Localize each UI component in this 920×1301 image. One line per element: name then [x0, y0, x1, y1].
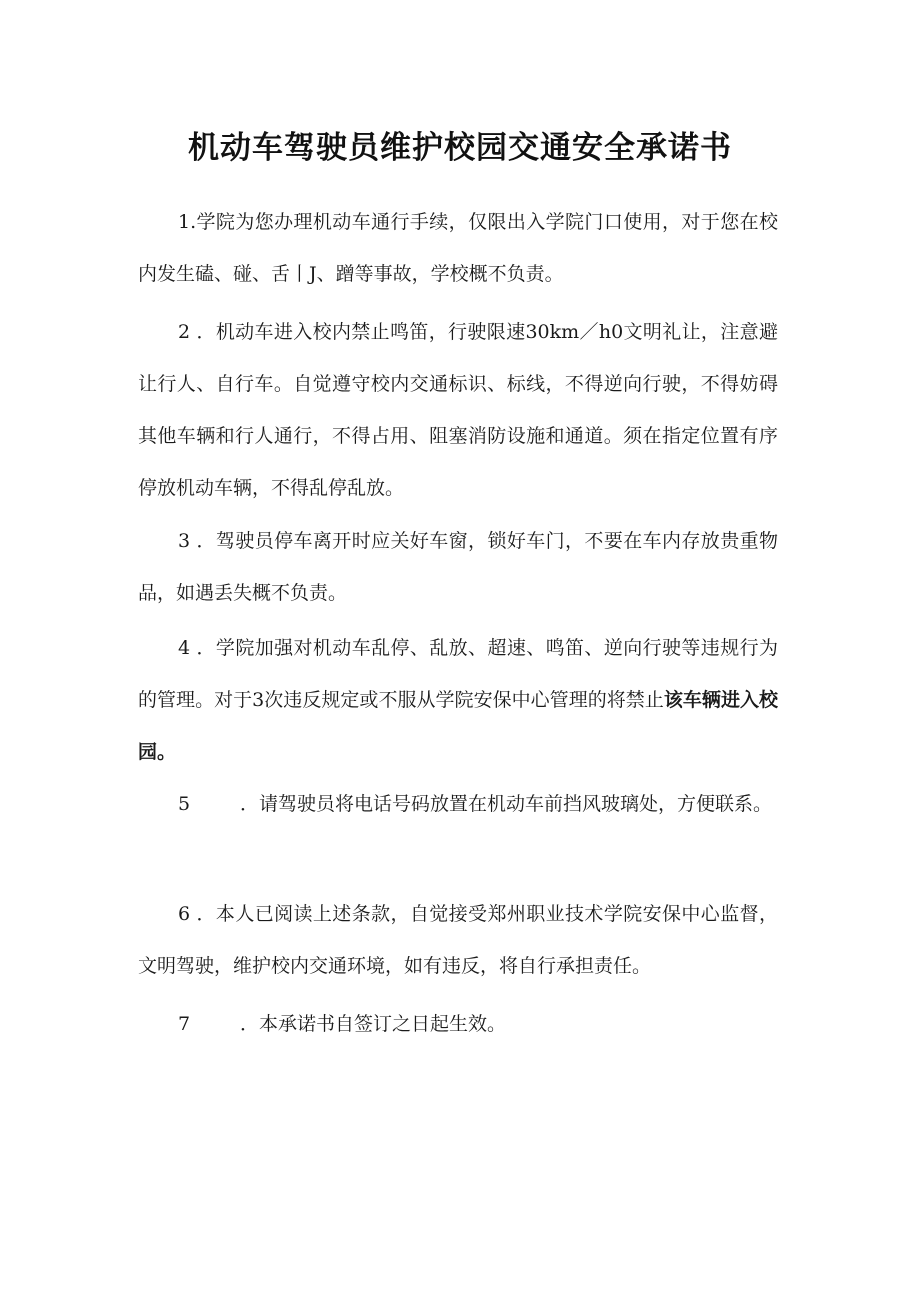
clause-number: 7 — [178, 1013, 191, 1035]
clause-2 — [138, 306, 778, 514]
clause-number: 6 — [178, 903, 191, 925]
clause-1 — [138, 196, 778, 300]
clause-text: ．学院加强对机动车乱停、乱放、超速、鸣笛、逆向行驶等违规行为的管理。对于3次违反规定或不服从学院安保中心管理的将禁止 — [138, 637, 778, 711]
clause-text: ．请驾驶员将电话号码放置在机动车前挡风玻璃处，方便联系。 — [240, 793, 773, 815]
document-title: 机动车驾驶员维护校园交通安全承诺书 — [188, 130, 732, 166]
clause-bold-text: 该车辆进入校园。 — [138, 689, 778, 763]
clause-5 — [138, 778, 778, 830]
clause-number: 5 — [178, 793, 191, 815]
clause-number: 1. — [178, 211, 197, 233]
clause-3 — [138, 515, 778, 619]
clause-6 — [138, 888, 778, 992]
clause-text: ．本人已阅读上述条款，自觉接受郑州职业技术学院安保中心监督，文明驾驶，维护校内交通环境，如有违反，将自行承担责任。 — [138, 903, 778, 977]
clause-number: 2 — [178, 321, 191, 343]
clause-number: 3 — [178, 530, 191, 552]
clause-text: ．本承诺书自签订之日起生效。 — [240, 1013, 507, 1035]
clause-number: 4 — [178, 637, 191, 659]
clause-text: ．机动车进入校内禁止鸣笛，行驶限速30km／h0文明礼让，注意避让行人、自行车。自觉遵守校内交通标识、标线，不得逆向行驶，不得妨碍其他车辆和行人通行，不得占用、阻塞消防设施和通道。须在指定位置有序停放机动车辆，不得乱停乱放。 — [138, 321, 778, 499]
clause-text: 学院为您办理机动车通行手续，仅限出入学院门口使用，对于您在校内发生磕、碰、舌丨J、蹭等事故，学校概不负责。 — [138, 211, 778, 285]
clause-7 — [138, 998, 778, 1050]
clause-text: ．驾驶员停车离开时应关好车窗，锁好车门，不要在车内存放贵重物品，如遇丢失概不负责。 — [138, 530, 778, 604]
clause-4 — [138, 622, 778, 778]
